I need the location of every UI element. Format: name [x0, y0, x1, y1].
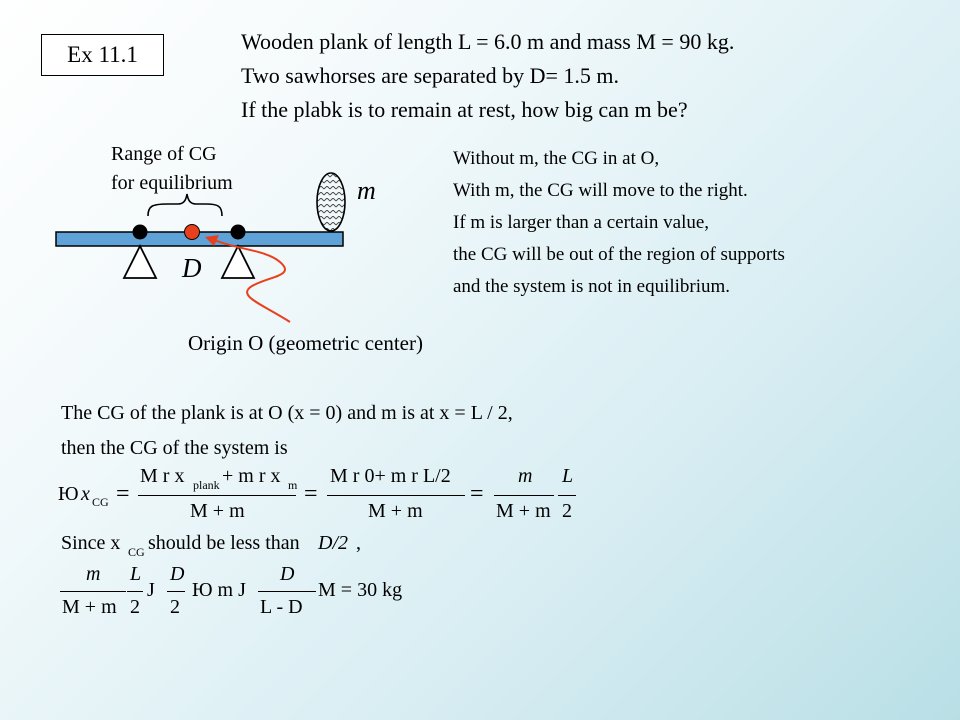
problem-line-2: Two sawhorses are separated by D= 1.5 m. [241, 63, 620, 88]
cg-range-label-line-2: for equilibrium [111, 172, 233, 194]
explanation-line-3: If m is larger than a certain value, [453, 212, 710, 233]
eq2-result: M = 30 kg [318, 579, 403, 601]
explanation-line-4: the CG will be out of the region of supports [453, 244, 785, 265]
eq2-mid: Ю m J [192, 579, 246, 601]
explanation-line-2: With m, the CG will move to the right. [453, 180, 748, 201]
cg-range-label-line-1: Range of CG [111, 143, 217, 165]
explanation-line-5: and the system is not in equilibrium. [453, 276, 731, 297]
eq2-f4-bar [258, 591, 316, 592]
support-point-right [231, 225, 246, 240]
line3-mid: should be less than [148, 532, 300, 554]
eq1-frac1-num-tail: + m r x [222, 465, 281, 487]
line3-sub: CG [128, 545, 145, 559]
eq1-frac2-num: M r 0+ m r L/2 [330, 465, 451, 487]
eq2-f4-num: D [280, 563, 295, 585]
origin-label: Origin O (geometric center) [188, 331, 423, 355]
derivation-line-2: then the CG of the system is [61, 437, 288, 459]
eq1-frac4-bar [558, 495, 576, 496]
eq1-equals-1: = [116, 481, 130, 507]
explanation-line-1: Without m, the CG in at O, [453, 148, 660, 169]
eq2-f2-den: 2 [130, 596, 140, 618]
mass-block [317, 173, 345, 231]
eq1-lhs: x [81, 483, 90, 505]
problem-line-1: Wooden plank of length L = 6.0 m and mass M = 90 kg. [241, 29, 735, 54]
line3-frac: D/2 [318, 532, 348, 554]
eq1-frac3-den: M + m [496, 500, 551, 522]
eq2-f4-den: L - D [260, 596, 303, 618]
sawhorse-right [222, 246, 254, 278]
separation-label: D [182, 253, 202, 283]
eq2-f3-bar [167, 591, 185, 592]
eq1-frac2-bar [327, 495, 465, 496]
support-point-left [133, 225, 148, 240]
eq2-f3-den: 2 [170, 596, 180, 618]
eq2-f1-num: m [86, 563, 101, 585]
eq1-equals-2: = [304, 481, 318, 507]
cg-dot [185, 225, 200, 240]
eq2-f2-bar [127, 591, 143, 592]
eq2-f1-bar [60, 591, 126, 592]
line3-post: , [356, 532, 361, 554]
eq1-frac3-num: m [518, 465, 533, 487]
example-label: Ex 11.1 [41, 34, 164, 76]
derivation-line-1: The CG of the plank is at O (x = 0) and m is at x = L / 2, [61, 402, 513, 424]
eq1-lhs-sub: CG [92, 495, 109, 509]
mass-label: m [357, 176, 376, 205]
curly-brace [148, 194, 222, 216]
eq1-frac1-num-tail-sub: m [288, 478, 298, 492]
eq1-frac1-num-sub: plank [193, 478, 220, 492]
eq1-frac1-num: M r x [140, 465, 185, 487]
eq1-frac4-den: 2 [562, 500, 572, 522]
eq2-f3-num: D [170, 563, 185, 585]
line3-pre: Since x [61, 532, 121, 554]
sawhorse-left [124, 246, 156, 278]
eq2-f2-num: L [130, 563, 142, 585]
eq1-frac3-bar [494, 495, 554, 496]
eq1-frac4-num: L [562, 465, 574, 487]
eq1-frac1-bar [138, 495, 296, 496]
eq1-frac2-den: M + m [368, 500, 423, 522]
eq1-frac1-den: M + m [190, 500, 245, 522]
eq1-lhs-prefix: Ю [58, 483, 79, 505]
eq2-f1-den: M + m [62, 596, 117, 618]
problem-line-3: If the plabk is to remain at rest, how big can m be? [241, 97, 688, 122]
eq1-equals-3: = [470, 481, 484, 507]
eq2-sym1: J [147, 579, 155, 601]
